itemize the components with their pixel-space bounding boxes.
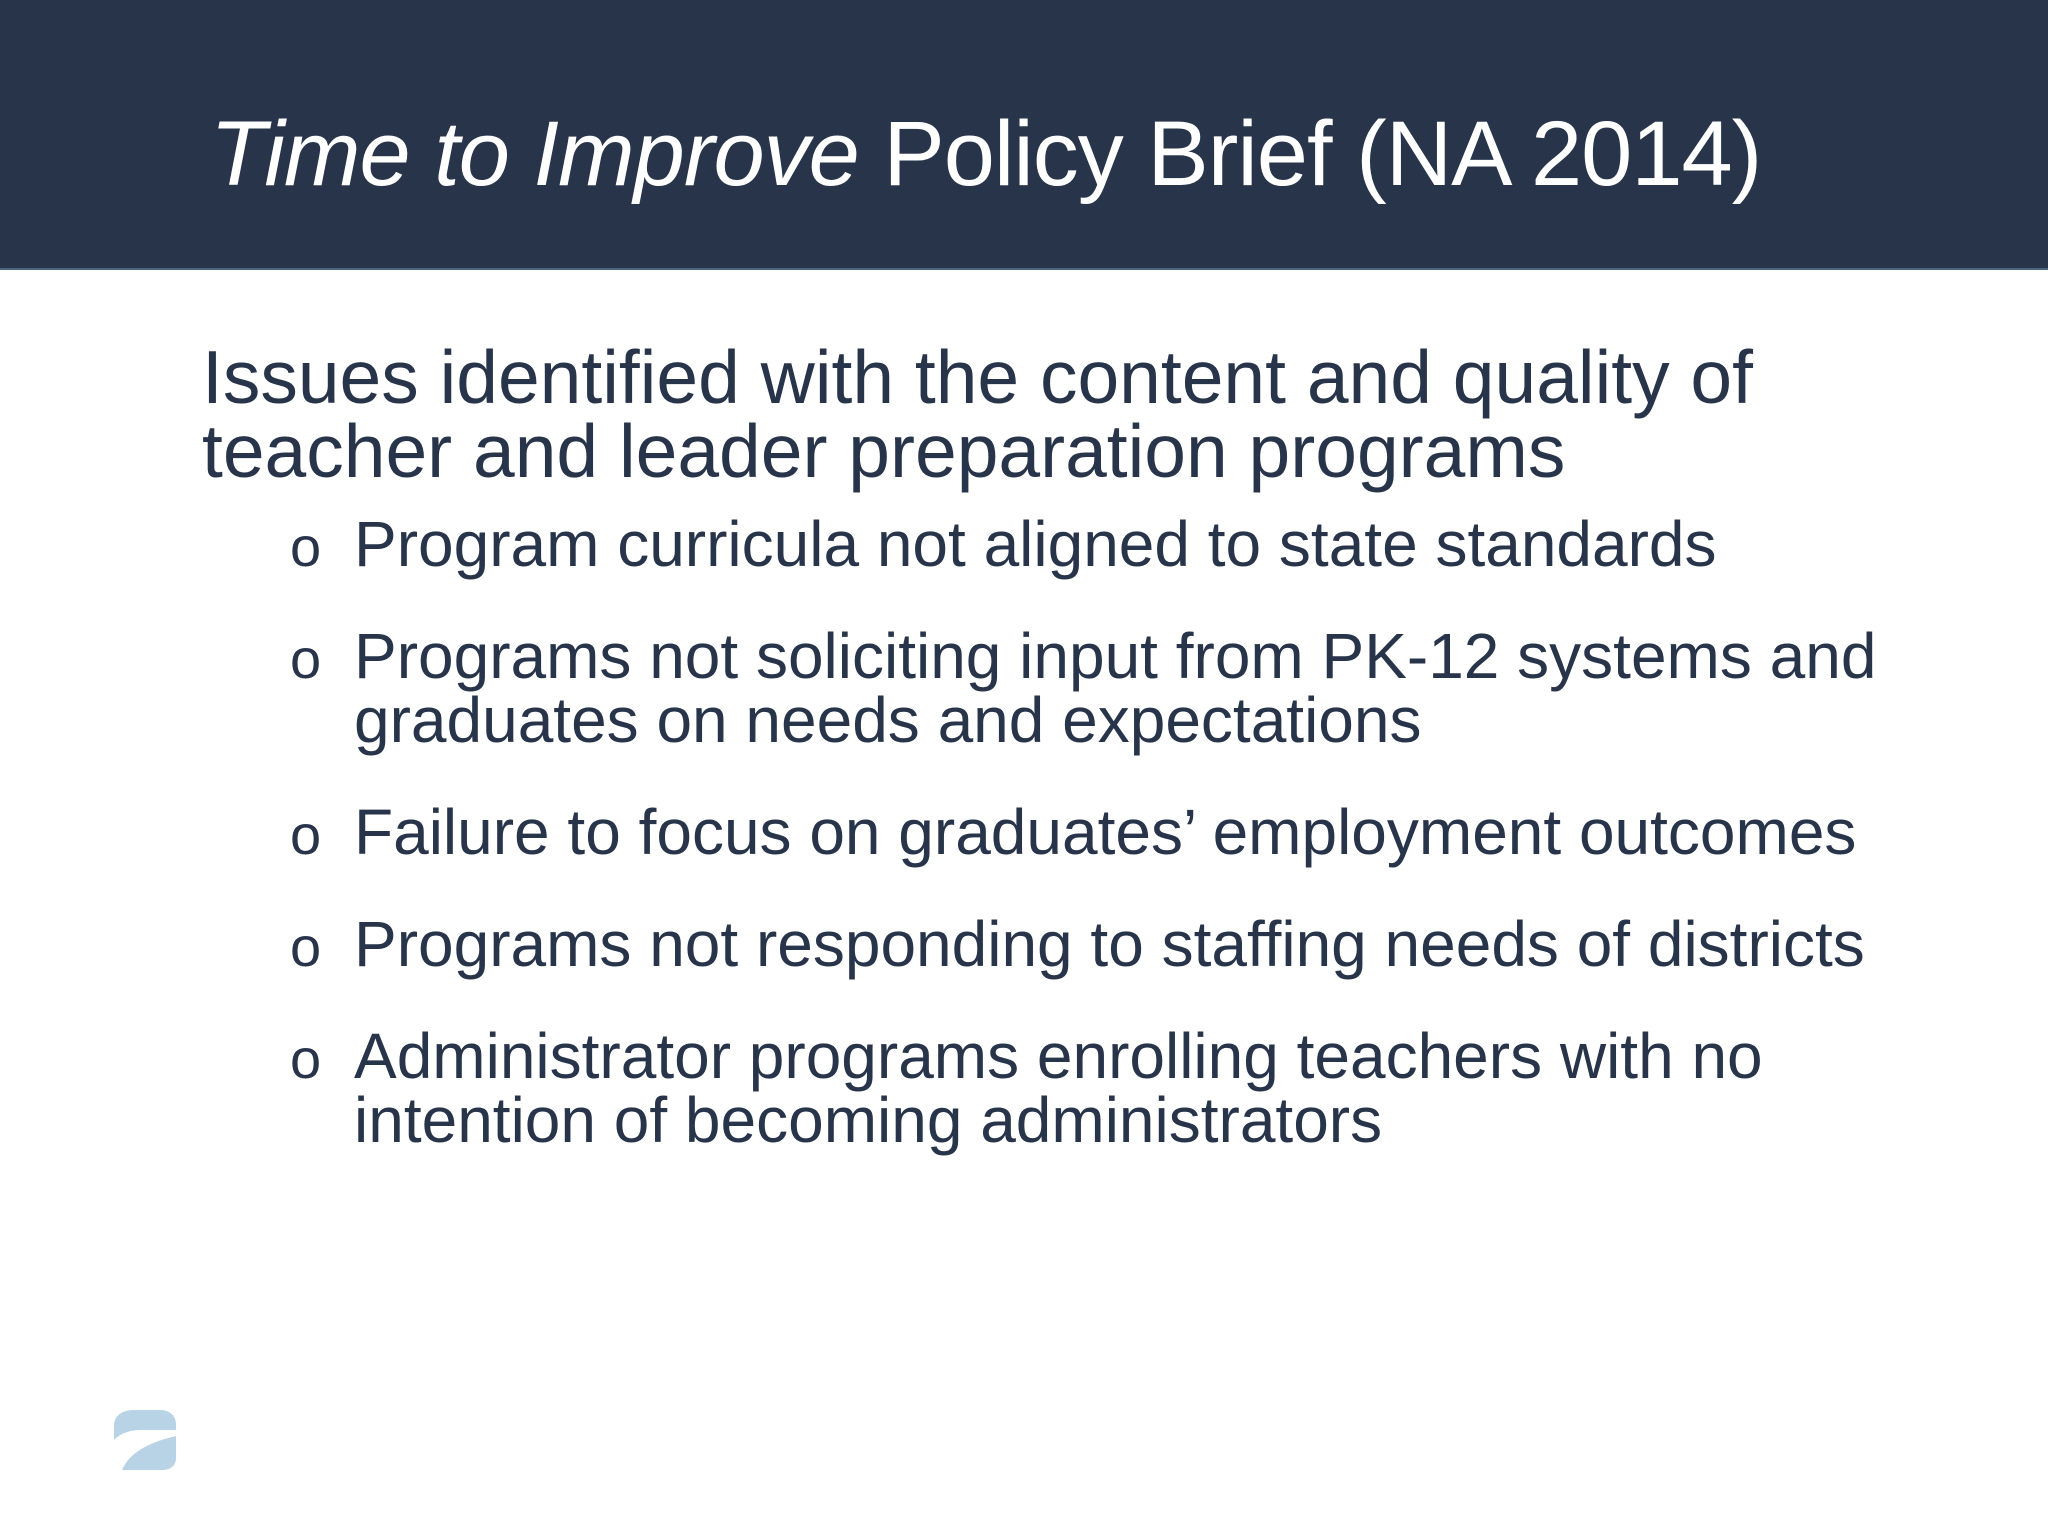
title-italic-part: Time to Improve [210, 103, 859, 205]
bullet-marker: o [290, 1027, 322, 1090]
slide-content [202, 335, 1962, 1200]
slide-title [210, 100, 1761, 208]
bullet-marker: o [290, 627, 322, 690]
bullet-marker: o [290, 803, 322, 866]
bullet-marker: o [290, 915, 322, 978]
bullet-text: Program curricula not aligned to state standards [354, 508, 1717, 580]
title-regular-part: Policy Brief (NA 2014) [883, 103, 1762, 205]
bullet-item [202, 1020, 1962, 1156]
bullet-text: Failure to focus on graduates’ employment outcomes [354, 796, 1857, 868]
title-bar [0, 0, 2048, 270]
bullet-item [202, 508, 1962, 580]
brand-logo-icon [108, 1408, 178, 1472]
bullet-marker: o [290, 515, 322, 578]
bullet-text: Programs not soliciting input from PK-12 systems and graduates on needs and expectations [354, 620, 1877, 756]
bullet-text: Programs not responding to staffing needs of districts [354, 908, 1865, 980]
intro-text: Issues identified with the content and quality of teacher and leader preparation programs [202, 335, 1753, 493]
bullet-text: Administrator programs enrolling teachers with no intention of becoming administrators [354, 1020, 1763, 1156]
bullet-item [202, 620, 1962, 756]
bullet-item [202, 796, 1962, 868]
bullet-item [202, 908, 1962, 980]
bullet-list [202, 508, 1962, 1156]
